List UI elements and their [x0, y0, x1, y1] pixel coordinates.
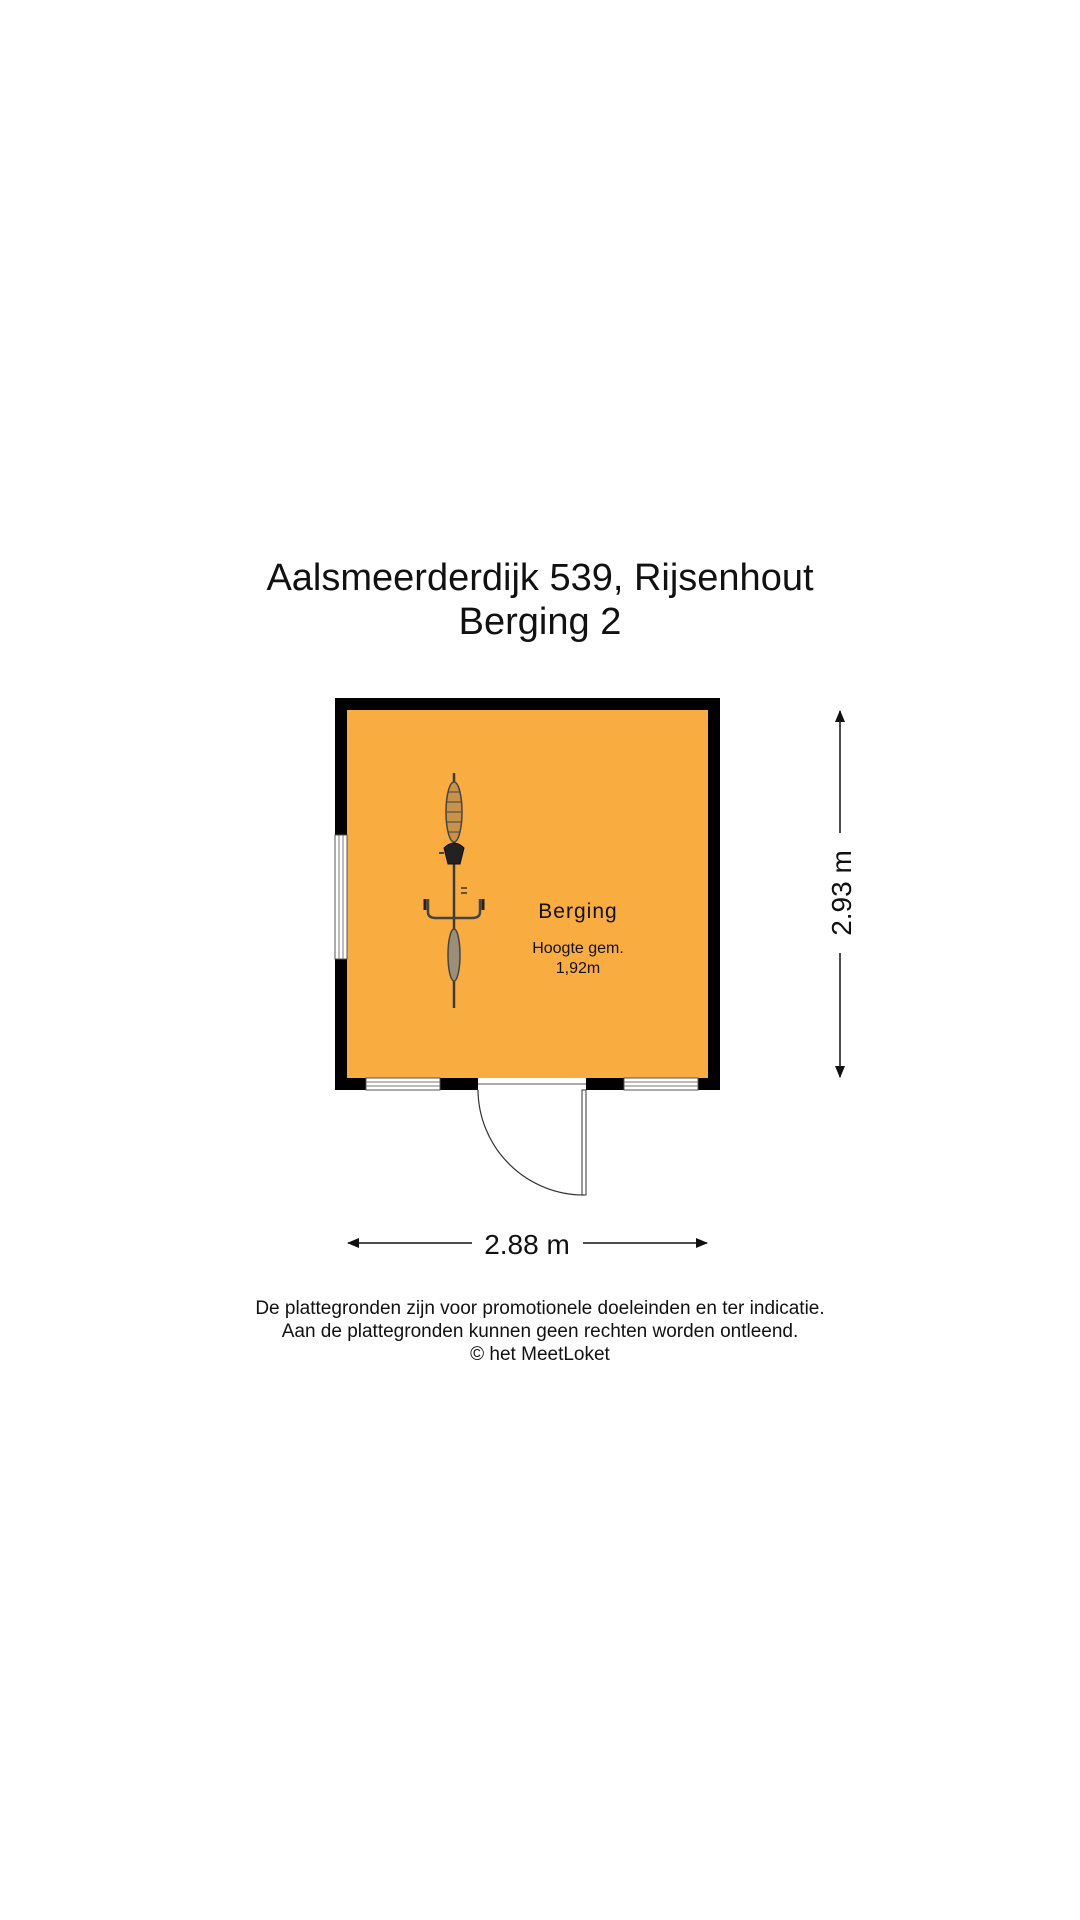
plan-floor-title: Berging 2 — [458, 601, 622, 643]
copyright-line: © het MeetLoket — [470, 1344, 610, 1365]
room-height-value: 1,92m — [555, 960, 601, 977]
plan-address-title: Aalsmeerderdijk 539, Rijsenhout — [266, 557, 814, 599]
room-name-label: Berging — [538, 900, 618, 923]
room-height-label: Hoogte gem. — [532, 940, 624, 957]
width-dimension-label: 2.88 m — [484, 1229, 570, 1260]
depth-dimension — [826, 711, 857, 1077]
depth-dimension-label: 2.93 m — [826, 850, 857, 936]
window-icon — [624, 1078, 698, 1090]
door-swing-icon — [478, 1078, 586, 1195]
disclaimer-line-2: Aan de plattegronden kunnen geen rechten worden ontleend. — [281, 1321, 799, 1342]
window-icon — [335, 835, 347, 959]
room-floor — [347, 710, 708, 1078]
width-dimension — [348, 1229, 707, 1260]
disclaimer-line-1: De plattegronden zijn voor promotionele doeleinden en ter indicatie. — [255, 1298, 825, 1319]
window-icon — [366, 1078, 440, 1090]
